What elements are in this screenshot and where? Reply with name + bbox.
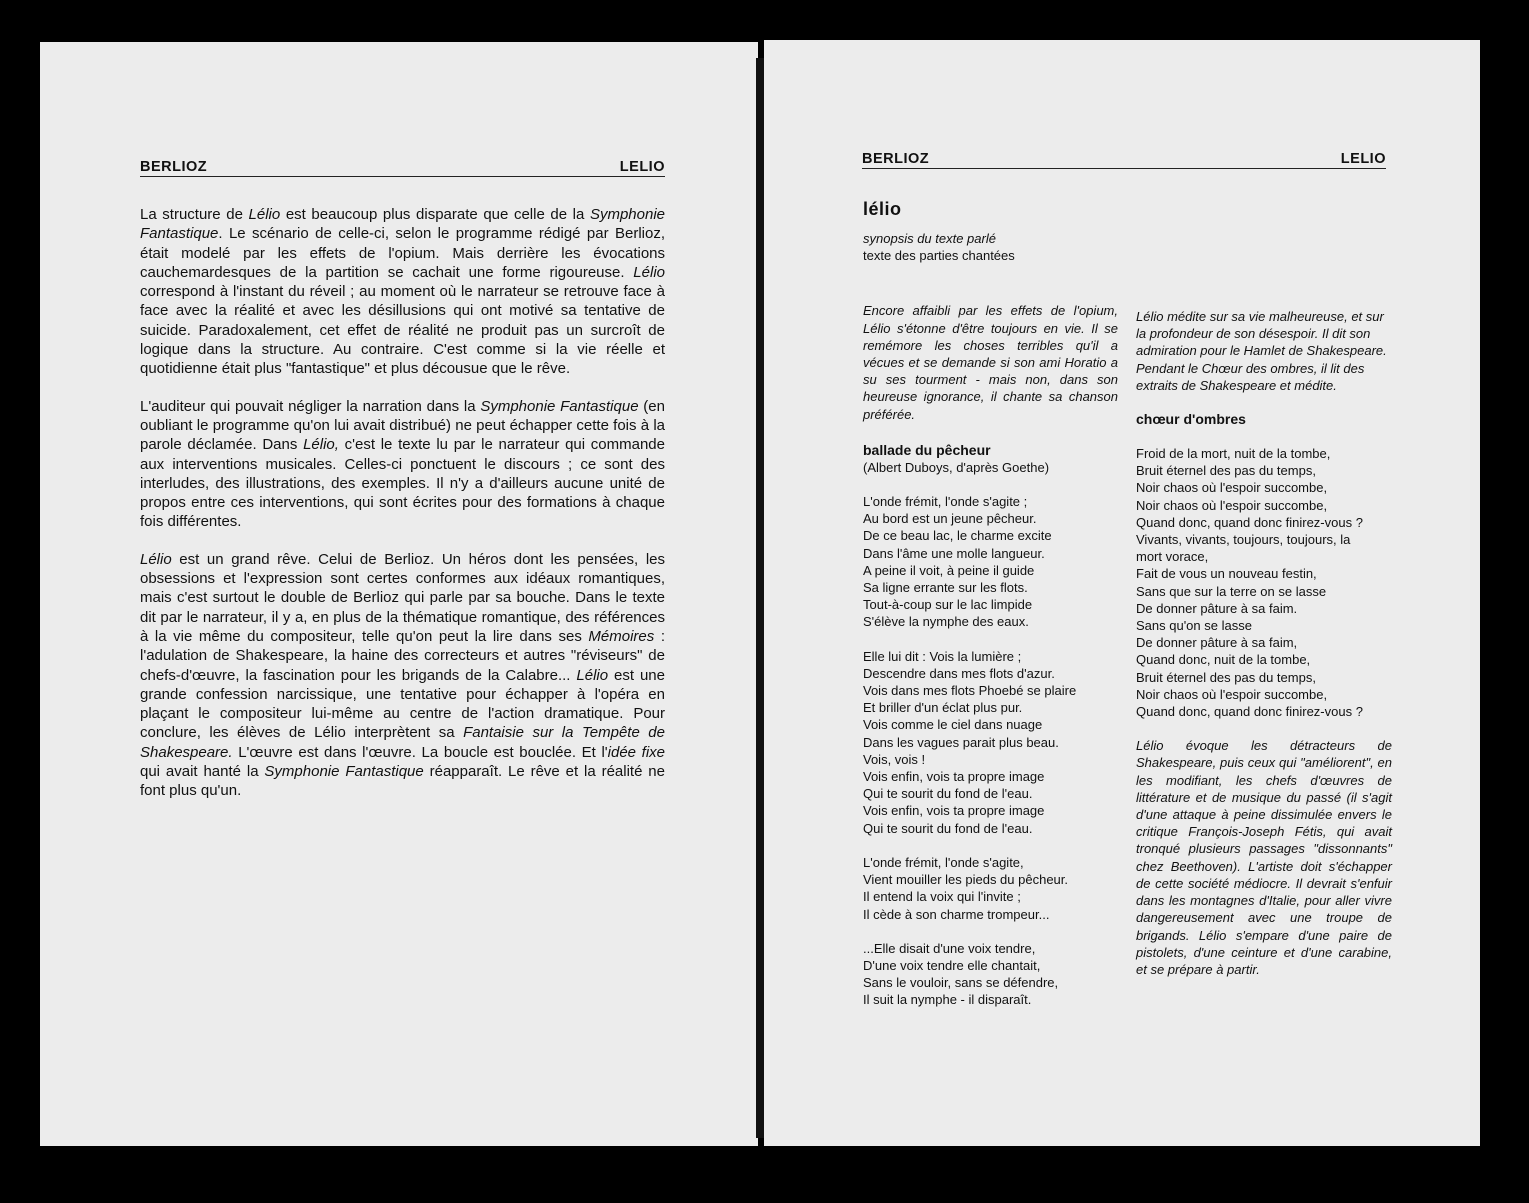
italic-text: Symphonie Fantastique (140, 206, 665, 243)
poem-line: Qui te sourit du fond de l'eau. (863, 786, 1033, 802)
poem-line: D'une voix tendre elle chantait, (863, 957, 1041, 973)
poem-line: Noir chaos où l'espoir succombe, (1136, 686, 1328, 702)
essay-paragraph (140, 397, 665, 532)
choeur-title: chœur d'ombres (1136, 411, 1246, 428)
poem-line: De ce beau lac, le charme excite (863, 528, 1052, 544)
poem-line: Dans l'âme une molle langueur. (863, 545, 1045, 561)
text-run: : l'adulation de Shakespeare, la haine des correcteurs et autres "réviseurs" de chefs-d'œuvre, la fascination pour les brigands de la Calabre... (140, 627, 665, 684)
poem-line: Bruit éternel des pas du temps, (1136, 669, 1316, 685)
running-header-left (140, 159, 665, 177)
italic-text: Symphonie Fantastique (480, 397, 639, 415)
ballade-title: ballade du pêcheur (863, 441, 991, 458)
text-run: est un grand rêve. Celui de Berlioz. Un héros dont les pensées, les obsessions et l'expression sont certes conformes aux idéaux romantiques, mais c'est surtout le double de Berlioz qui parle par sa bouche. Dans le texte dit par le narrateur, il y a, en plus de la thématique romantique, des références à la vie même du compositeur, telle qu'on peut la lire dans ses (140, 550, 665, 645)
poem-line: De donner pâture à sa faim. (1136, 600, 1298, 616)
choeur-poem (1136, 445, 1392, 720)
poem-line: De donner pâture à sa faim, (1136, 635, 1298, 651)
poem-line: Quand donc, quand donc finirez-vous ? (1136, 704, 1363, 720)
poem-line: Noir chaos où l'espoir succombe, (1136, 497, 1328, 513)
poem-line: Vois comme le ciel dans nuage (863, 717, 1043, 733)
poem-line: L'onde frémit, l'onde s'agite ; (863, 494, 1028, 510)
poem-line: mort vorace, (1136, 549, 1209, 565)
poem-line: Il entend la voix qui l'invite ; (863, 889, 1021, 905)
italic-text: Lélio (576, 666, 609, 684)
text-run: . Le scénario de celle-ci, selon le programme rédigé par Berlioz, était modelé par les effets de l'opium. Mais derrière les évocations cauchemardesques de la partition se cachait une forme rigoureuse. (140, 225, 665, 281)
poem-line: Bruit éternel des pas du temps, (1136, 463, 1316, 479)
italic-text: Lélio (633, 263, 665, 281)
text-run: correspond à l'instant du réveil ; au moment où le narrateur se retrouve face à face avec la réalité et avec les désillusions qui ont motivé sa tentative de suicide. Paradoxalement, cet effet de réalité ne produit pas un surcroît de logique dans la structure. Au contraire. C'est comme si la vie réelle et quotidienne était plus "fantastique" et plus décousue que le rêve. (140, 283, 665, 378)
synopsis-intro: Encore affaibli par les effets de l'opium, Lélio s'étonne d'être toujours en vie. Il se remémore les choses terribles qu'il a vécues et se demande si son ami Horatio a su ses tourment - mais non, dans son heureuse ignorance, il chante sa chanson préférée. (863, 303, 1118, 422)
text-run: qui avait hanté la (140, 763, 265, 781)
poem-line: S'élève la nymphe des eaux. (863, 614, 1029, 630)
text-run: (en oubliant le programme qu'on lui avait distribué) ne peut échapper cette fois à la parole déclamée. Dans (140, 397, 665, 454)
poem-line: Il cède à son charme trompeur... (863, 906, 1050, 922)
poem-line: Au bord est un jeune pêcheur. (863, 511, 1037, 527)
text-run: est une grande confession narcissique, une tentative pour échapper à l'opéra en plaçant le compositeur lui-même au centre de l'action dramatique. Pour conclure, les élèves de Lélio interprètent sa (140, 666, 665, 742)
section-subtitle-2: texte des parties chantées (863, 248, 1015, 264)
essay-text (140, 205, 665, 819)
header-composer: BERLIOZ (140, 159, 208, 175)
poem-line: A peine il voit, à peine il guide (863, 562, 1035, 578)
poem-line: ...Elle disait d'une voix tendre, (863, 940, 1036, 956)
left-page (40, 42, 758, 1146)
poem-line: Vois enfin, vois ta propre image (863, 769, 1045, 785)
poem-line: Sa ligne errante sur les flots. (863, 580, 1028, 596)
text-run: L'œuvre est dans l'œuvre. La boucle est bouclée. Et l' (232, 743, 608, 761)
header-work: LELIO (619, 159, 665, 175)
poem-line: Sans le vouloir, sans se défendre, (863, 975, 1059, 991)
header-work: LELIO (1340, 151, 1386, 167)
poem-line: Et briller d'un éclat plus pur. (863, 700, 1023, 716)
poem-line: Elle lui dit : Vois la lumière ; (863, 648, 1022, 664)
poem-line: Sans qu'on se lasse (1136, 618, 1252, 634)
section-subtitle: synopsis du texte parlé (863, 231, 996, 246)
italic-text: Mémoires (588, 627, 655, 645)
italic-text: idée fixe (607, 743, 665, 761)
poem-line: Froid de la mort, nuit de la tombe, (1136, 446, 1331, 462)
section-title: lélio (863, 199, 902, 219)
italic-text: Symphonie Fantastique (264, 763, 424, 781)
poem-line: Qui te sourit du fond de l'eau. (863, 820, 1033, 836)
poem-line: Vois enfin, vois ta propre image (863, 803, 1045, 819)
essay-paragraph (140, 550, 665, 801)
poem-line: Sans que sur la terre on se lasse (1136, 583, 1327, 599)
book-spine (756, 58, 764, 1138)
poem-line: Vois dans mes flots Phoebé se plaire (863, 683, 1077, 699)
poem-line: Descendre dans mes flots d'azur. (863, 665, 1055, 681)
synopsis-closing: Lélio évoque les détracteurs de Shakespeare, puis ceux qui "améliorent", en les modifiant, les chefs d'œuvres de littérature et de musique du passé (il s'agit d'une attaque à peine dissimulée envers le critique François-Joseph Fétis, qui avait tronqué plusieurs passages "dissonnants" chez Beethoven). L'artiste doit s'échapper de cette société médiocre. Il devrait s'enfuir dans les montagnes d'Italie, pour aller vivre dangereusement avec une troupe de brigands. Lélio s'empare d'une paire de pistolets, d'une ceinture et d'une carabine, et se prépare à partir. (1136, 738, 1392, 977)
text-run: c'est le texte lu par le narrateur qui commande aux interventions musicales. Celles-ci ponctuent le discours ; ce sont des interludes, des illustrations, des exemples. Il n'y a d'ailleurs aucune unité de propos entre ces interventions, qui sont écrites pour des formations à chaque fois différentes. (140, 436, 665, 531)
text-run: est beaucoup plus disparate que celle de la (280, 206, 590, 223)
right-page (764, 40, 1480, 1146)
ballade-credit: (Albert Duboys, d'après Goethe) (863, 459, 1050, 475)
text-run: La structure de (140, 206, 249, 223)
poem-line: Il suit la nymphe - il disparaît. (863, 992, 1032, 1008)
poem-line: Vient mouiller les pieds du pêcheur. (863, 872, 1068, 888)
poem-line: L'onde frémit, l'onde s'agite, (863, 854, 1024, 870)
text-run: réapparaît. Le rêve et la réalité ne font plus qu'un. (140, 763, 665, 800)
poem-line: Fait de vous un nouveau festin, (1136, 566, 1317, 582)
italic-text: Lélio, (303, 436, 339, 454)
italic-text: Fantaisie sur la Tempête de Shakespeare. (140, 724, 665, 761)
italic-text: Lélio (140, 550, 172, 568)
header-composer: BERLIOZ (862, 151, 930, 167)
poem-line: Dans les vagues parait plus beau. (863, 734, 1059, 750)
poem-line: Tout-à-coup sur le lac limpide (863, 597, 1033, 613)
poem-line: Quand donc, nuit de la tombe, (1136, 652, 1311, 668)
running-header-right (862, 151, 1386, 169)
poem-line: Vois, vois ! (863, 751, 926, 767)
poem-line: Vivants, vivants, toujours, toujours, la (1136, 532, 1351, 548)
right-column (1136, 308, 1392, 978)
ballade-poem (863, 493, 1118, 1008)
text-run: L'auditeur qui pouvait négliger la narration dans la (140, 397, 481, 415)
essay-paragraph (140, 205, 665, 379)
italic-text: Lélio (248, 206, 281, 223)
poem-line: Quand donc, quand donc finirez-vous ? (1136, 514, 1363, 530)
poem-line: Noir chaos où l'espoir succombe, (1136, 480, 1328, 496)
left-column (863, 190, 1118, 1009)
synopsis-meditation: Lélio médite sur sa vie malheureuse, et sur la profondeur de son désespoir. Il dit son admiration pour le Hamlet de Shakespeare. Pendant le Chœur des ombres, il lit des extraits de Shakespeare et médite. (1136, 309, 1387, 393)
